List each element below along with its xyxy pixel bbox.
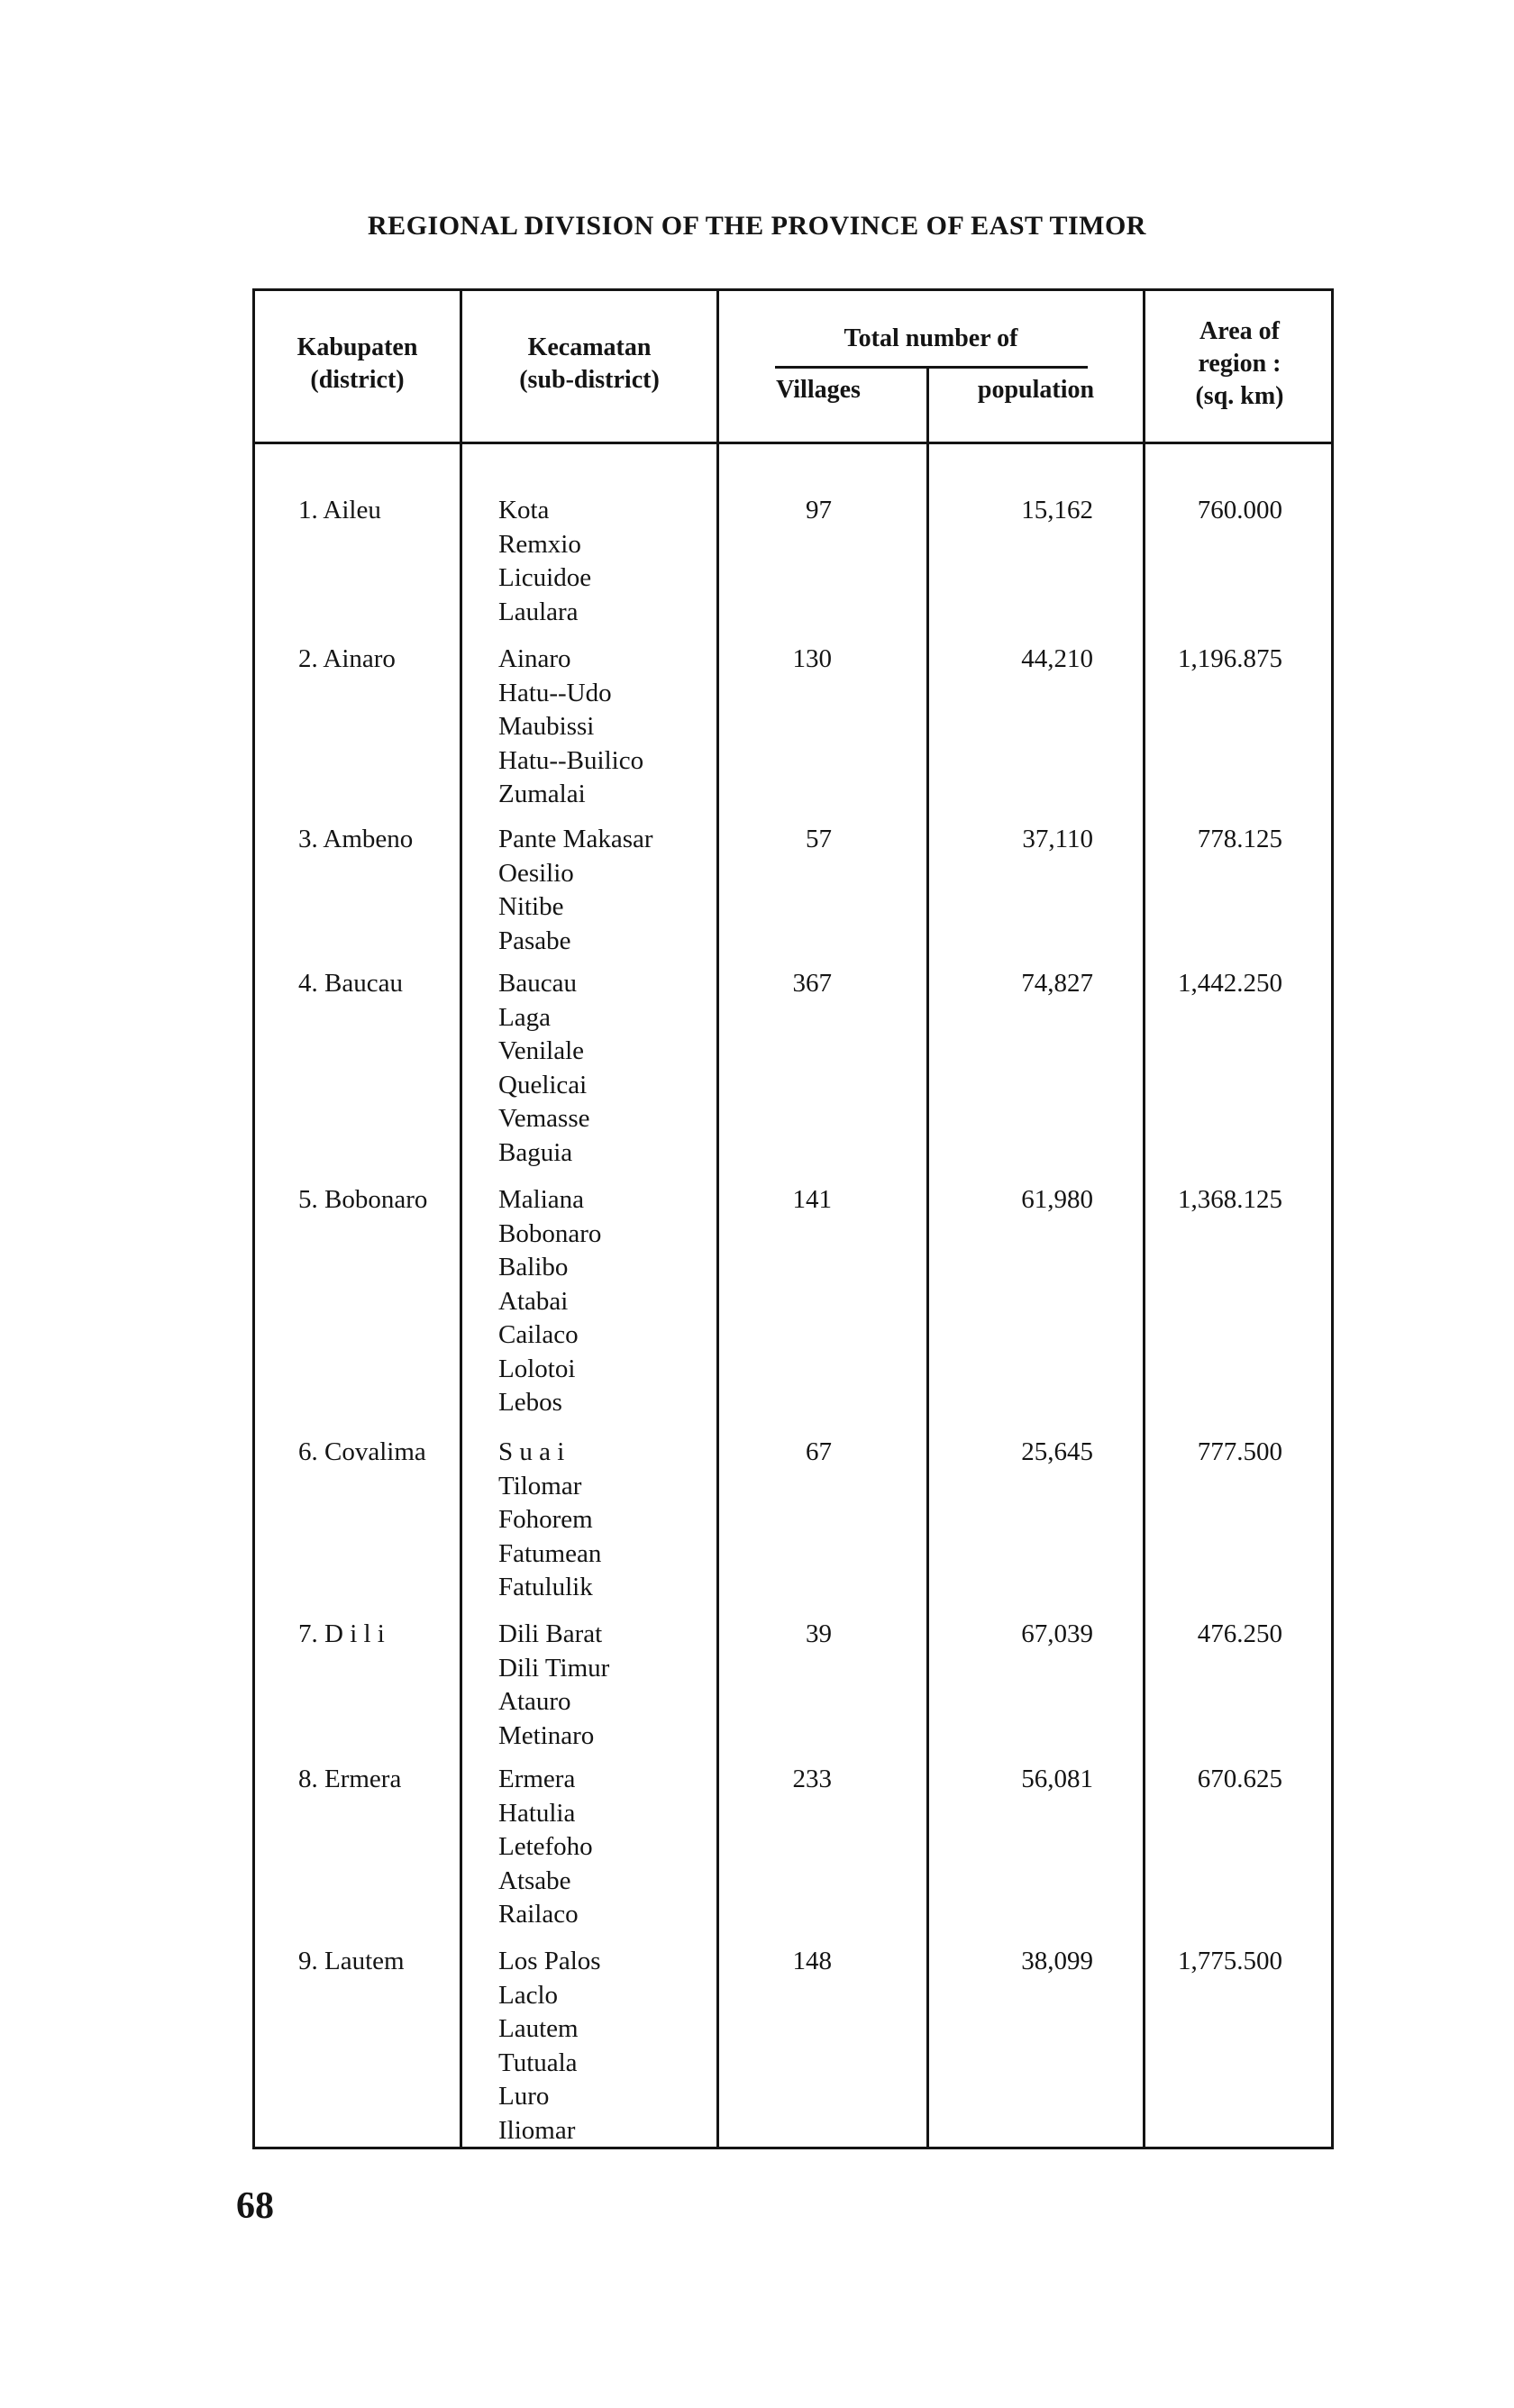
subdistrict-name: Baguia: [498, 1137, 573, 1167]
subdistrict-name: Fohorem: [498, 1505, 593, 1534]
subdistrict-name: Lolotoi: [498, 1354, 576, 1383]
column-divider: [926, 369, 929, 2147]
district-name: 3. Ambeno: [298, 825, 414, 853]
subdistrict-name: Bobonaro: [498, 1218, 602, 1248]
subdistrict-name: Fatumean: [498, 1538, 602, 1568]
district-table: [252, 288, 1334, 2149]
villages-count: 39: [806, 1619, 832, 1648]
district-name: 9. Lautem: [298, 1947, 405, 1975]
district-name: 5. Bobonaro: [298, 1185, 428, 1214]
population-count: 67,039: [1021, 1619, 1093, 1648]
subdistrict-name: Cailaco: [498, 1320, 579, 1349]
population-count: 37,110: [1022, 825, 1093, 853]
subdistrict-name: Metinaro: [498, 1720, 595, 1750]
header-subdistrict: [462, 332, 716, 397]
district-name: 2. Ainaro: [298, 644, 396, 673]
subdistrict-name: Ermera: [498, 1765, 576, 1793]
subdistrict-name: Maliana: [498, 1185, 585, 1214]
subdistrict-name: Iliomar: [498, 2115, 576, 2145]
subdistrict-name: Ainaro: [498, 644, 571, 673]
subdistrict-name: Vemasse: [498, 1104, 590, 1133]
area-value: 1,775.500: [1178, 1947, 1282, 1975]
subdistrict-name: Atsabe: [498, 1865, 571, 1895]
district-name: 8. Ermera: [298, 1765, 402, 1793]
area-value: 1,368.125: [1178, 1185, 1282, 1214]
subdistrict-name: Baucau: [498, 969, 577, 998]
header-total-group: Total number of: [844, 324, 1018, 352]
page-number: 68: [236, 2185, 274, 2227]
subdistrict-name: Tilomar: [498, 1471, 582, 1500]
population-count: 61,980: [1021, 1185, 1093, 1214]
column-divider: [716, 291, 719, 2147]
population-count: 38,099: [1021, 1947, 1093, 1975]
subdistrict-name: Oesilio: [498, 858, 574, 888]
area-value: 670.625: [1197, 1765, 1282, 1793]
area-value: 777.500: [1197, 1437, 1282, 1466]
subdistrict-name: Hatu--Udo: [498, 678, 612, 707]
villages-count: 130: [792, 644, 832, 673]
subdistrict-name: Laulara: [498, 597, 579, 626]
district-name: 7. D i l i: [298, 1619, 385, 1648]
villages-count: 97: [806, 496, 832, 524]
header-district: [255, 332, 460, 397]
subdistrict-name: Dili Barat: [498, 1619, 603, 1648]
subdistrict-name: Quelicai: [498, 1070, 588, 1099]
subdistrict-name: Lebos: [498, 1388, 562, 1417]
subdistrict-name: Railaco: [498, 1900, 579, 1929]
area-value: 778.125: [1197, 825, 1282, 853]
header-area-line1: Area of: [1199, 317, 1280, 345]
subdistrict-list: [498, 1436, 601, 1605]
area-value: 760.000: [1197, 496, 1282, 524]
subdistrict-name: Kota: [498, 496, 550, 524]
population-count: 56,081: [1021, 1765, 1093, 1793]
district-name: 4. Baucau: [298, 969, 403, 998]
header-population: population: [977, 376, 1095, 404]
subdistrict-name: Nitibe: [498, 892, 564, 921]
subdistrict-list: [498, 967, 589, 1170]
subdistrict-list: [498, 494, 591, 629]
subdistrict-name: Fatululik: [498, 1573, 593, 1601]
header-area-line3: (sq. km): [1195, 382, 1284, 410]
column-divider: [460, 291, 462, 2147]
villages-count: 141: [792, 1185, 832, 1214]
district-name: 1. Aileu: [298, 496, 381, 524]
subdistrict-name: S u a i: [498, 1437, 565, 1466]
villages-count: 367: [792, 969, 832, 998]
subdistrict-list: [498, 1763, 593, 1932]
subdistrict-name: Venilale: [498, 1036, 585, 1065]
subdistrict-name: Hatulia: [498, 1798, 576, 1828]
population-count: 25,645: [1021, 1437, 1093, 1466]
subdistrict-list: [498, 1183, 601, 1420]
subdistrict-name: Zumalai: [498, 780, 586, 808]
subdistrict-list: [498, 823, 653, 958]
area-value: 476.250: [1197, 1619, 1282, 1648]
subdistrict-name: Dili Timur: [498, 1653, 610, 1683]
subdistrict-name: Atabai: [498, 1286, 569, 1316]
district-name: 6. Covalima: [298, 1437, 426, 1466]
subdistrict-name: Laga: [498, 1002, 551, 1032]
subdistrict-name: Los Palos: [498, 1947, 601, 1975]
subdistrict-list: [498, 643, 643, 812]
header-area: [1145, 315, 1334, 413]
subdistrict-name: Laclo: [498, 1980, 559, 2010]
header-district-line1: Kabupaten: [296, 333, 418, 361]
subdistrict-name: Pasabe: [498, 926, 571, 955]
header-villages: Villages: [776, 376, 861, 404]
subdistrict-name: Pante Makasar: [498, 825, 653, 853]
subdistrict-name: Lautem: [498, 2014, 579, 2043]
header-subdistrict-line2: (sub-district): [519, 366, 660, 394]
header-area-line2: region :: [1198, 350, 1281, 378]
subdistrict-name: Hatu--Builico: [498, 745, 644, 775]
subdistrict-list: [498, 1618, 609, 1753]
population-count: 44,210: [1021, 644, 1093, 673]
villages-count: 233: [792, 1765, 832, 1793]
population-count: 15,162: [1021, 496, 1093, 524]
header-district-line2: (district): [310, 366, 405, 394]
villages-count: 148: [792, 1947, 832, 1975]
subdistrict-name: Remxio: [498, 529, 581, 559]
subdistrict-name: Tutuala: [498, 2048, 578, 2077]
area-value: 1,196.875: [1178, 644, 1282, 673]
subdistrict-name: Luro: [498, 2082, 550, 2111]
page-title: REGIONAL DIVISION OF THE PROVINCE OF EAST TIMOR: [368, 211, 1146, 241]
subdistrict-list: [498, 1945, 601, 2148]
area-value: 1,442.250: [1178, 969, 1282, 998]
column-divider: [1143, 291, 1145, 2147]
subdistrict-name: Maubissi: [498, 712, 595, 741]
villages-count: 67: [806, 1437, 832, 1466]
subdistrict-name: Balibo: [498, 1253, 569, 1282]
villages-count: 57: [806, 825, 832, 853]
subdistrict-name: Atauro: [498, 1687, 571, 1716]
subdistrict-name: Letefoho: [498, 1832, 593, 1861]
subdistrict-name: Licuidoe: [498, 563, 592, 592]
header-subdistrict-line1: Kecamatan: [527, 333, 652, 361]
header-divider: [255, 442, 1331, 444]
population-count: 74,827: [1021, 969, 1093, 998]
header-subdivider: [775, 366, 1088, 369]
